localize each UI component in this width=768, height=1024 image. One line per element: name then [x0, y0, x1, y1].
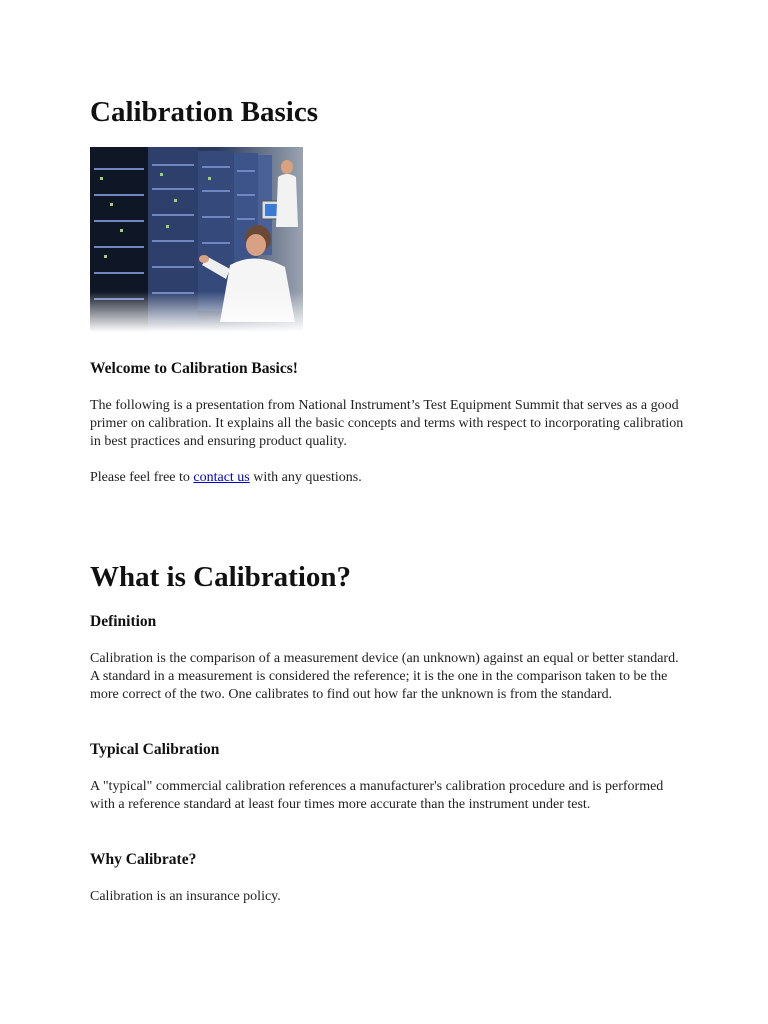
contact-prefix: Please feel free to [90, 470, 194, 485]
page-title: Calibration Basics [90, 96, 318, 128]
typical-calibration-heading: Typical Calibration [90, 741, 220, 758]
welcome-heading: Welcome to Calibration Basics! [90, 360, 298, 377]
section-title: What is Calibration? [90, 561, 352, 593]
typical-calibration-paragraph: A "typical" commercial calibration references a manufacturer's calibration procedure and is performed with a reference standard at least four times more accurate than the instrument under test. [90, 779, 664, 812]
why-calibrate-paragraph: Calibration is an insurance policy. [90, 889, 281, 904]
definition-heading: Definition [90, 613, 157, 630]
contact-line [90, 469, 690, 487]
contact-suffix: with any questions. [249, 470, 362, 485]
lab-server-racks-photo [90, 147, 303, 332]
definition-paragraph: Calibration is the comparison of a measurement device (an unknown) against an equal or better standard. A standard in a measurement is considered the reference; it is the one in the comparison taken to be the more correct of the two. One calibrates to find out how far the unknown is from the standard. [90, 651, 679, 702]
why-calibrate-heading: Why Calibrate? [90, 851, 197, 868]
welcome-paragraph: The following is a presentation from National Instrument’s Test Equipment Summit that serves as a good primer on calibration. It explains all the basic concepts and terms with respect to incorporating calibration in best practices and ensuring product quality. [90, 398, 684, 449]
contact-us-link[interactable]: contact us [193, 470, 250, 485]
